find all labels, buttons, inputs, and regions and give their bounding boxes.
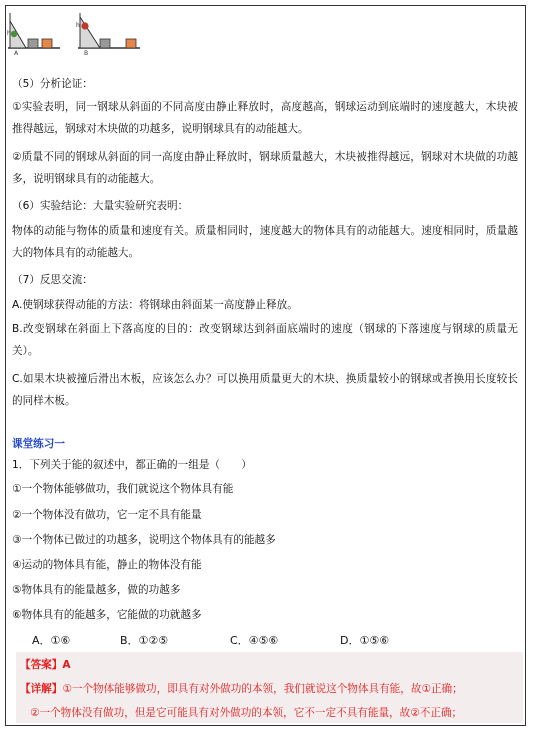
statement-4: ④运动的物体具有能，静止的物体没有能 bbox=[12, 559, 202, 571]
reflection-item-b: B.改变钢球在斜面上下落高度的目的：改变钢球达到斜面底端时的速度（钢球的下落速度与钢球的质量无关）。 bbox=[12, 323, 518, 357]
detail-text-1: ①一个物体能够做功，即具有对外做功的本领，我们就说这个物体具有能，故①正确； bbox=[62, 683, 463, 695]
reflection-item-a: A.使钢球获得动能的方法：将钢球由斜面某一高度静止释放。 bbox=[12, 299, 298, 311]
ramp-ball-block-figure-1-icon bbox=[7, 13, 60, 57]
svg-text:h: h bbox=[76, 22, 80, 29]
ramp-ball-block-figure-2-icon bbox=[76, 13, 140, 57]
option-b: B．①②⑤ bbox=[120, 634, 169, 647]
answer-label: 【答案】A bbox=[20, 659, 71, 671]
option-d: D．①⑤⑥ bbox=[340, 634, 390, 647]
experiment-figures bbox=[8, 13, 148, 55]
option-c: C．④⑤⑥ bbox=[230, 634, 279, 647]
analysis-paragraph-2: ②质量不同的钢球从斜面的同一高度由静止释放时，钢球质量越大，木块被推得越远，钢球对木块做的功越多，说明钢球具有的动能越大。 bbox=[12, 151, 518, 185]
conclusion-title: （6）实验结论：大量实验研究表明： bbox=[12, 200, 189, 212]
answer-detail-1 bbox=[20, 682, 463, 696]
analysis-title: （5）分析论证： bbox=[12, 78, 93, 90]
statement-2: ②一个物体没有做功，它一定不具有能量 bbox=[12, 509, 202, 521]
question-text: 1．下列关于能的叙述中，都正确的一组是（ ） bbox=[12, 459, 252, 471]
statement-1: ①一个物体能够做功，我们就说这个物体具有能 bbox=[12, 483, 234, 495]
statement-6: ⑥物体具有的能越多，它能做的功就越多 bbox=[12, 609, 202, 621]
svg-text:h: h bbox=[7, 30, 11, 37]
detail-label: 【详解】 bbox=[20, 683, 63, 695]
statement-5: ⑤物体具有的能量越多，做的功越多 bbox=[12, 584, 181, 596]
reflection-title: （7）反思交流： bbox=[12, 274, 93, 286]
analysis-paragraph-1: ①实验表明，同一钢球从斜面的不同高度由静止释放时，高度越高，钢球运动到底端时的速度越大，木块被推得越远，钢球对木块做的功越多，说明钢球具有的动能越大。 bbox=[12, 101, 518, 135]
svg-text:A: A bbox=[14, 50, 19, 57]
reflection-item-c: C.如果木块被撞后滑出木板，应该怎么办？可以换用质量更大的木块、换质量较小的钢球或者换用长度较长的同样木板。 bbox=[12, 373, 518, 407]
conclusion-paragraph: 物体的动能与物体的质量和速度有关。质量相同时，速度越大的物体具有的动能越大。速度相同时，质量越大的物体具有的动能越大。 bbox=[12, 225, 518, 259]
exercise-heading: 课堂练习一 bbox=[12, 438, 65, 450]
statement-3: ③一个物体已做过的功越多，说明这个物体具有的能越多 bbox=[12, 534, 276, 546]
option-a: A．①⑥ bbox=[32, 634, 71, 647]
answer-detail-2: ②一个物体没有做功，但是它可能具有对外做功的本领，它不一定不具有能量，故②不正确； bbox=[30, 707, 463, 719]
svg-text:B: B bbox=[84, 50, 89, 57]
